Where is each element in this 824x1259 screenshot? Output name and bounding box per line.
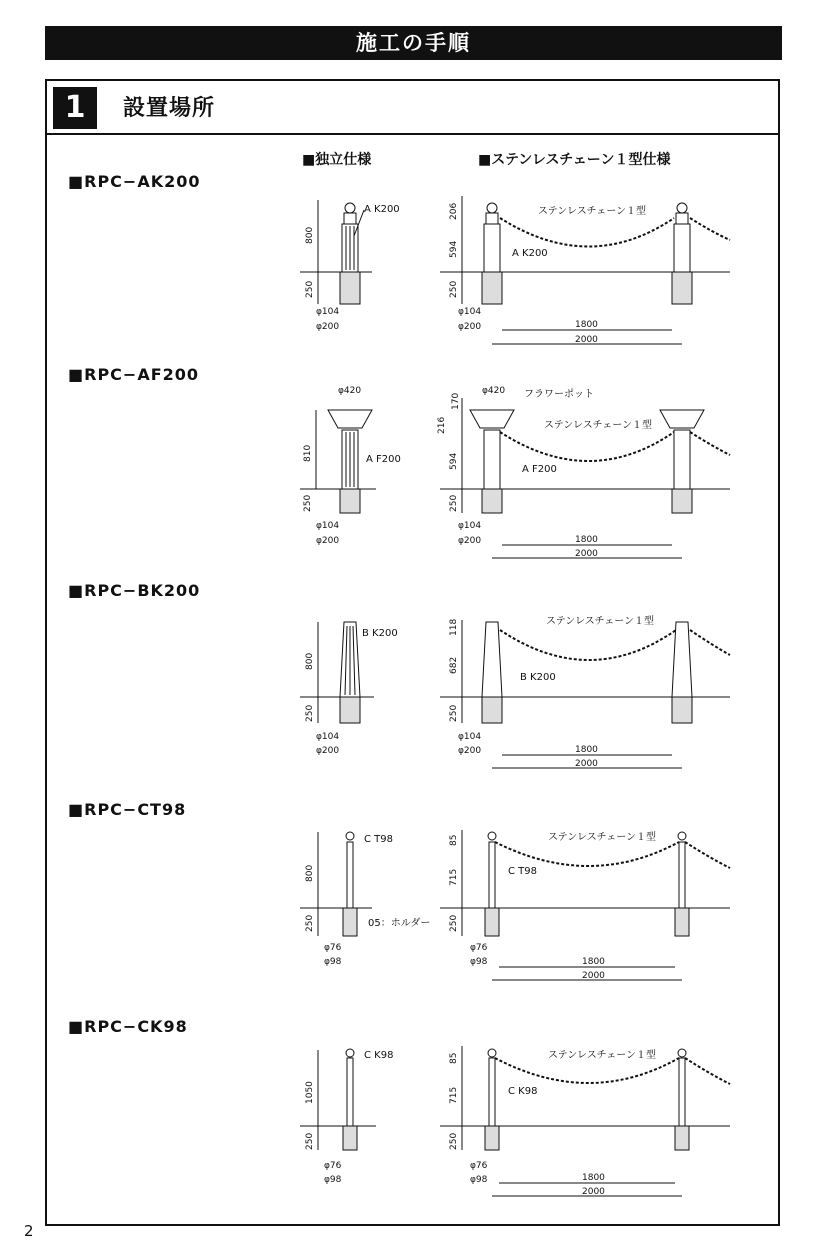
dim-height: 1050 bbox=[305, 1081, 315, 1104]
dim-ground: 250 bbox=[305, 1132, 315, 1150]
dim-top: 118 bbox=[449, 618, 459, 636]
product-code: C K98 bbox=[508, 1086, 538, 1097]
chain-label: ステンレスチェーン１型 bbox=[538, 206, 647, 217]
chain-label: ステンレスチェーン１型 bbox=[548, 1050, 657, 1061]
section-title: 設置場所 bbox=[123, 96, 216, 121]
dim-body: 715 bbox=[449, 1086, 459, 1104]
dim-ground: 250 bbox=[305, 704, 315, 722]
dim-ground: 250 bbox=[305, 280, 315, 298]
chain-label: ステンレスチェーン１型 bbox=[548, 832, 657, 843]
product-code: A F200 bbox=[522, 464, 557, 475]
product-code: C T98 bbox=[508, 866, 537, 877]
dim-d2: φ98 bbox=[470, 1175, 488, 1185]
dim-span-inner: 1800 bbox=[575, 745, 598, 755]
model-label: ■RPC−CK98 bbox=[68, 1017, 188, 1036]
dim-body: 715 bbox=[449, 868, 459, 886]
dim-ground: 250 bbox=[305, 914, 315, 932]
dim-d1: φ104 bbox=[316, 732, 340, 742]
dim-height: 800 bbox=[305, 652, 315, 670]
dim-body: 594 bbox=[449, 240, 459, 258]
dim-ground: 250 bbox=[449, 704, 459, 722]
dim-top: 216 bbox=[437, 416, 447, 434]
dim-ground: 250 bbox=[449, 494, 459, 512]
model-label: ■RPC−CT98 bbox=[68, 800, 187, 819]
product-code: B K200 bbox=[520, 672, 556, 683]
dim-ground: 250 bbox=[303, 494, 313, 512]
dim-span-outer: 2000 bbox=[582, 971, 605, 981]
dim-top: 206 bbox=[449, 202, 459, 220]
dim-d1: φ76 bbox=[324, 1161, 342, 1171]
dim-d2: φ98 bbox=[470, 957, 488, 967]
flower-pot-label: フラワーポット bbox=[524, 389, 594, 400]
dim-d1: φ76 bbox=[470, 1161, 488, 1171]
dim-span-outer: 2000 bbox=[575, 549, 598, 559]
dim-span-inner: 1800 bbox=[575, 320, 598, 330]
dim-height: 810 bbox=[303, 444, 313, 462]
dim-span-outer: 2000 bbox=[582, 1187, 605, 1197]
column-header-chain: ■ステンレスチェーン１型仕様 bbox=[478, 152, 671, 168]
holder-label: 05：ホルダー bbox=[368, 918, 431, 929]
model-label: ■RPC−AF200 bbox=[68, 365, 200, 384]
dim-height: 800 bbox=[305, 864, 315, 882]
dim-d1: φ104 bbox=[458, 521, 482, 531]
product-code: A F200 bbox=[366, 454, 401, 465]
dim-d1: φ104 bbox=[316, 521, 340, 531]
dim-d1: φ104 bbox=[316, 307, 340, 317]
dim-ground: 250 bbox=[449, 914, 459, 932]
product-code: A K200 bbox=[512, 248, 548, 259]
pot-diameter: φ420 bbox=[338, 386, 362, 396]
product-code: A K200 bbox=[364, 204, 400, 215]
dim-body: 594 bbox=[449, 452, 459, 470]
pot-diameter: φ420 bbox=[482, 386, 506, 396]
page-banner: 施工の手順 bbox=[45, 26, 782, 60]
chain-label: ステンレスチェーン１型 bbox=[544, 420, 653, 431]
dim-d1: φ104 bbox=[458, 307, 482, 317]
section-number: 1 bbox=[53, 87, 97, 129]
dim-span-inner: 1800 bbox=[582, 1173, 605, 1183]
dim-ground: 250 bbox=[449, 280, 459, 298]
dim-d2: φ98 bbox=[324, 957, 342, 967]
dim-d2: φ200 bbox=[458, 322, 482, 332]
product-code: C K98 bbox=[364, 1050, 394, 1061]
dim-top: 85 bbox=[449, 1052, 459, 1064]
dim-d2: φ200 bbox=[316, 536, 340, 546]
dim-d1: φ104 bbox=[458, 732, 482, 742]
dim-d2: φ200 bbox=[316, 746, 340, 756]
chain-label: ステンレスチェーン１型 bbox=[546, 616, 655, 627]
dim-d1: φ76 bbox=[324, 943, 342, 953]
dim-span-outer: 2000 bbox=[575, 759, 598, 769]
dim-span-outer: 2000 bbox=[575, 335, 598, 345]
dim-top: 85 bbox=[449, 834, 459, 846]
dim-top-pot: 170 bbox=[451, 392, 461, 410]
dim-d2: φ200 bbox=[458, 536, 482, 546]
dim-d2: φ200 bbox=[458, 746, 482, 756]
column-header-standalone: ■独立仕様 bbox=[302, 152, 372, 168]
model-label: ■RPC−BK200 bbox=[68, 581, 201, 600]
dim-height: 800 bbox=[305, 226, 315, 244]
product-code: C T98 bbox=[364, 834, 393, 845]
dim-ground: 250 bbox=[449, 1132, 459, 1150]
model-label: ■RPC−AK200 bbox=[68, 172, 201, 191]
page-number: 2 bbox=[24, 1222, 34, 1240]
dim-d1: φ76 bbox=[470, 943, 488, 953]
dim-body: 682 bbox=[449, 656, 459, 674]
dim-span-inner: 1800 bbox=[582, 957, 605, 967]
dim-d2: φ98 bbox=[324, 1175, 342, 1185]
product-code: B K200 bbox=[362, 628, 398, 639]
dim-span-inner: 1800 bbox=[575, 535, 598, 545]
dim-d2: φ200 bbox=[316, 322, 340, 332]
